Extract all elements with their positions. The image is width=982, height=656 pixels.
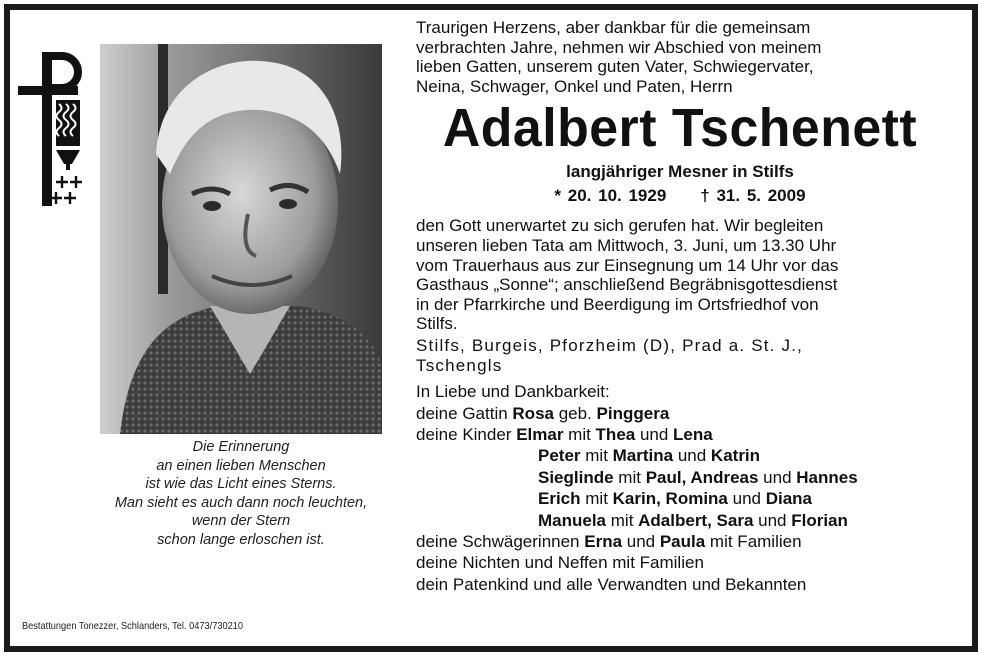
places-line: Tschengls [416,355,503,375]
wife-row [416,403,944,424]
wife-born-label: geb. [553,403,597,423]
death-date: † 31. 5. 2009 [700,186,806,206]
child-name: Peter [538,446,581,466]
wife-maiden-name: Pinggera [596,403,670,423]
deceased-name: Adalbert Tschenett [442,98,918,159]
child-with: mit [563,424,596,444]
child-family: Diana [765,489,812,509]
family-places [416,336,944,375]
portrait-image [100,44,382,434]
poem-line: ist wie das Licht eines Sterns. [145,476,337,492]
body-line: vom Trauerhaus aus zur Einsegnung um 14 Uhr vor das [416,255,839,275]
poem-line: an einen lieben Menschen [156,457,326,474]
deceased-role: langjähriger Mesner in Stilfs [566,162,794,182]
intro-line: verbrachten Jahre, nehmen wir Abschied von meinem [416,37,822,57]
body-line: unseren lieben Tata am Mittwoch, 3. Juni, um 13.30 Uhr [416,235,837,255]
child-row [416,424,944,445]
sisters-in-law-row [416,531,944,552]
body-line: Stilfs. [416,314,458,334]
child-with: mit [613,467,646,487]
godchild-row: dein Patenkind und alle Verwandten und Bekannten [416,574,807,594]
child-name: Erich [538,489,581,509]
undertaker-credit: Bestattungen Tonezzer, Schlanders, Tel. 0473/730210 [22,620,244,632]
child-name: Elmar [516,424,564,444]
mourners-heading: In Liebe und Dankbarkeit: [416,382,610,402]
body-line: Gasthaus „Sonne“; anschließend Begräbnisgottesdienst [416,275,838,295]
child-and: und [635,424,674,444]
places-line: Stilfs, Burgeis, Pforzheim (D), Prad a. St. J., [416,335,804,355]
intro-line: Neina, Schwager, Onkel und Paten, Herrn [416,76,733,96]
wife-prefix: deine Gattin [416,403,513,423]
sisters-and: und [622,531,660,551]
child-with: mit [580,489,613,509]
child-row [416,488,944,509]
child-and: und [727,489,766,509]
poem-line: Die Erinnerung [192,439,290,455]
body-line: den Gott unerwartet zu sich gerufen hat. Wir begleiten [416,216,824,236]
sister-name: Paula [659,531,706,551]
sister-name: Erna [584,531,623,551]
child-row [416,467,944,488]
child-family: Martina [612,446,674,466]
nieces-row: deine Nichten und Neffen mit Familien [416,553,704,573]
intro-line: lieben Gatten, unserem guten Vater, Schwiegervater, [416,57,814,77]
child-family: Florian [791,510,848,530]
memorial-poem [96,438,386,549]
child-and: und [673,446,711,466]
child-with: mit [606,510,639,530]
child-row [416,445,944,466]
child-family: Hannes [796,467,858,487]
children-prefix: deine Kinder [416,424,517,444]
child-family: Paul, Andreas [645,467,759,487]
poem-line: Man sieht es auch dann noch leuchten, [114,494,368,511]
birth-date: * 20. 10. 1929 [554,186,667,206]
child-row [416,510,944,531]
child-and: und [758,467,797,487]
child-family: Katrin [710,446,761,466]
obituary-text [416,18,944,595]
funeral-details [416,216,944,334]
intro-line: Traurigen Herzens, aber dankbar für die gemeinsam [416,18,811,37]
christian-symbol-icon [16,48,84,212]
life-dates [416,186,944,206]
sisters-suffix: mit Familien [705,531,802,551]
body-line: in der Pfarrkirche und Beerdigung im Ortsfriedhof von [416,294,819,314]
child-family: Karin, Romina [612,489,728,509]
wife-first-name: Rosa [512,403,554,423]
child-family: Adalbert, Sara [638,510,754,530]
poem-line: schon lange erloschen ist. [157,531,325,548]
portrait-photo [100,44,382,434]
poem-line: wenn der Stern [191,513,291,529]
mourners-list [416,381,944,595]
child-and: und [753,510,792,530]
child-family: Lena [673,424,713,444]
intro-paragraph [416,18,944,96]
child-with: mit [580,446,613,466]
child-name: Sieglinde [538,467,614,487]
sisters-prefix: deine Schwägerinnen [416,531,585,551]
child-family: Thea [595,424,636,444]
child-name: Manuela [538,510,607,530]
